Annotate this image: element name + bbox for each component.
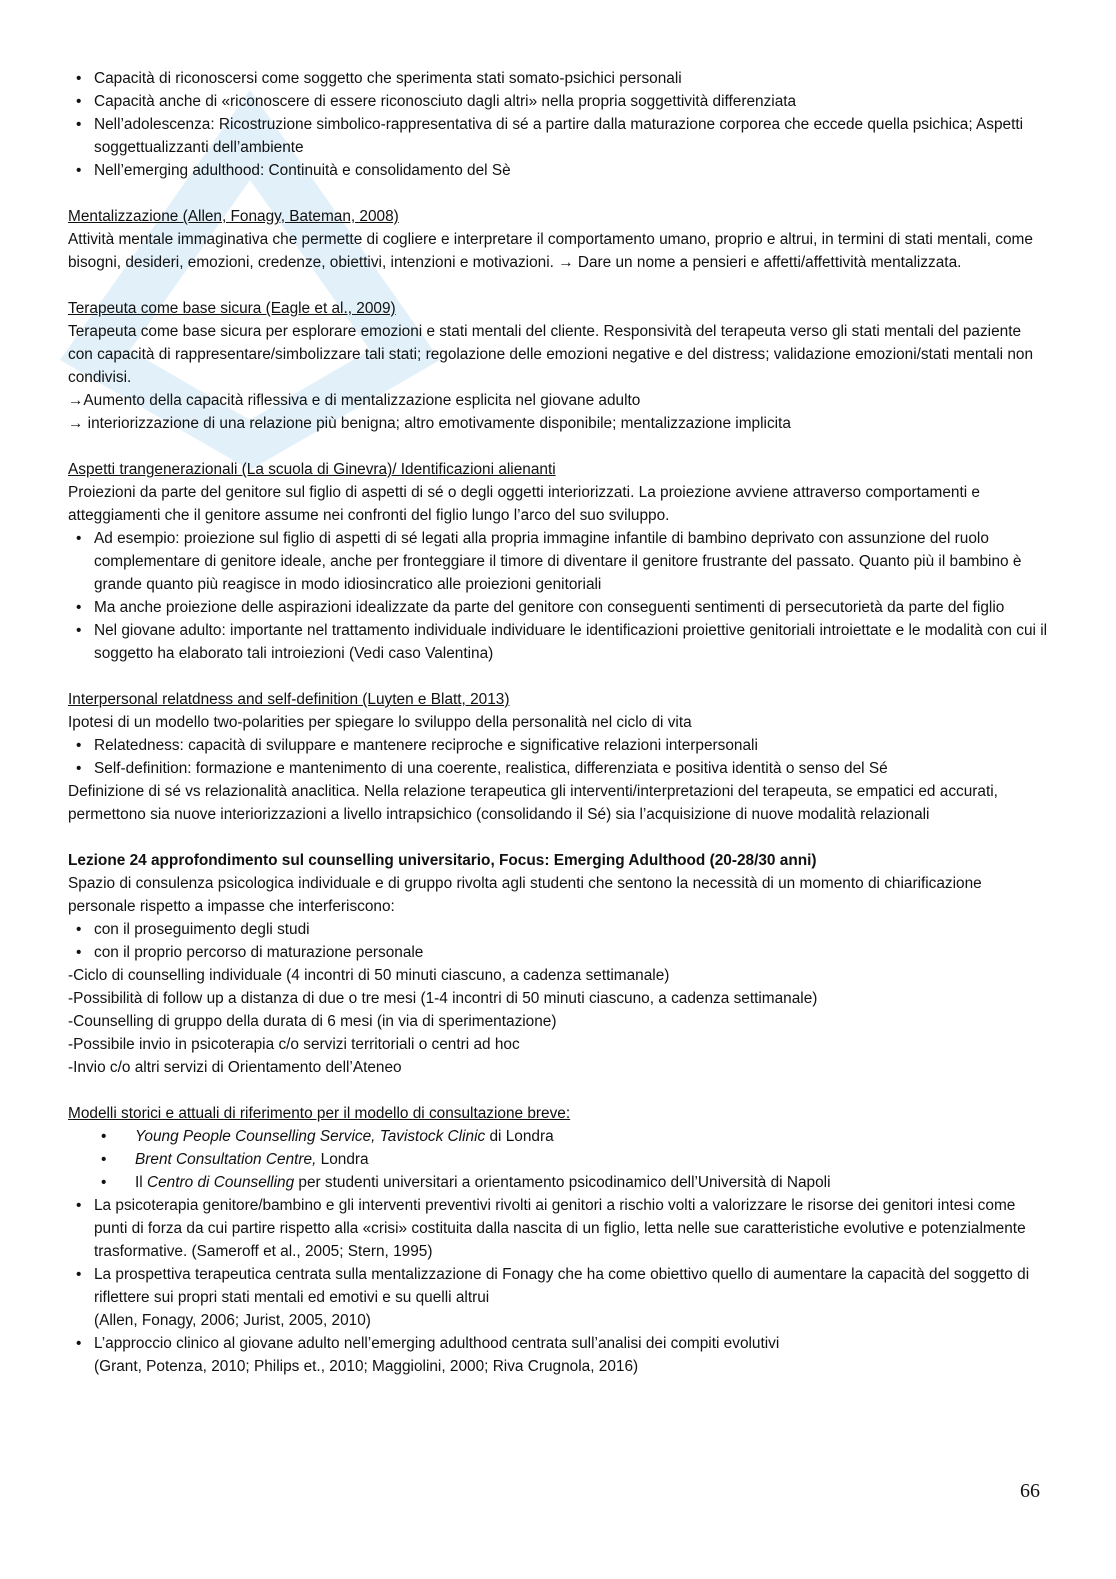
paragraph: Definizione di sé vs relazionalità anaclitica. Nella relazione terapeutica gli interventi/interpretazioni del terapeuta, se empatici ed accurati, permettono sia nuove interiorizzazioni a livello intrapsichico (consolidando il Sé) sia l’acquisizione di nuove modalità relazionali bbox=[68, 783, 998, 823]
list-item: • Ma anche proiezione delle aspirazioni idealizzate da parte del genitore con conseguenti sentimenti di persecutorietà da parte del figlio bbox=[68, 596, 1048, 619]
reference: (Allen, Fonagy, 2006; Jurist, 2005, 2010) bbox=[94, 1312, 371, 1329]
list-item: • Self-definition: formazione e mantenimento di una coerente, realistica, differenziata e positiva identità o senso del Sé bbox=[68, 757, 1048, 780]
aspetti-bullet-list bbox=[68, 527, 1048, 665]
list-item: • Ad esempio: proiezione sul figlio di aspetti di sé legati alla propria immagine infantile di bambino deprivato con assunzione del ruolo complementare di genitore ideale, anche per fronteggiare il timore di diventare il genitore frustrante del passato. Quanto più il bambino è grande quanto più reagisce in modo idiosincratico alle proiezioni genitoriali bbox=[68, 527, 1048, 596]
list-item: • Relatedness: capacità di sviluppare e mantenere reciproche e significative relazioni interpersonali bbox=[68, 734, 1048, 757]
list-item bbox=[68, 1263, 1048, 1332]
dash-line: -Ciclo di counselling individuale (4 incontri di 50 minuti ciascuno, a cadenza settimanale) bbox=[68, 967, 670, 984]
paragraph: Attività mentale immaginativa che permette di cogliere e interpretare il comportamento umano, proprio e altrui, in termini di stati mentali, come bisogni, desideri, emozioni, credenze, obiettivi, intenzioni e motivazioni. → Dare un nome a pensieri e affetti/affettività mentalizzata. bbox=[68, 231, 1033, 271]
list-item: • con il proprio percorso di maturazione personale bbox=[68, 941, 1048, 964]
modelli-sub-list bbox=[68, 1125, 1048, 1194]
list-item bbox=[68, 1148, 1048, 1171]
paragraph: Terapeuta come base sicura per esplorare emozioni e stati mentali del cliente. Responsività del terapeuta verso gli stati mentali del paziente con capacità di rappresentare/simbolizzare tali stati; regolazione delle emozioni negative e del distress; validazione emozioni/stati mentali non condivisi. bbox=[68, 323, 1034, 386]
italic-text: Brent Consultation Centre, bbox=[135, 1151, 317, 1168]
list-item: • Capacità anche di «riconoscere di essere riconosciuto dagli altri» nella propria soggettività differenziata bbox=[68, 90, 1048, 113]
section-heading-aspetti: Aspetti trangenerazionali (La scuola di Ginevra)/ Identificazioni alienanti bbox=[68, 461, 556, 478]
list-item: • Capacità di riconoscersi come soggetto che sperimenta stati somato-psichici personali bbox=[68, 67, 1048, 90]
dash-line: -Invio c/o altri servizi di Orientamento dell’Ateneo bbox=[68, 1059, 402, 1076]
list-item: • Nell’emerging adulthood: Continuità e consolidamento del Sè bbox=[68, 159, 1048, 182]
page-number: 66 bbox=[1020, 1480, 1040, 1502]
text: di Londra bbox=[485, 1128, 554, 1145]
text: per studenti universitari a orientamento psicodinamico dell’Università di Napoli bbox=[294, 1174, 831, 1191]
document-page bbox=[68, 67, 1048, 1378]
section-heading-interpersonal: Interpersonal relatdness and self-definition (Luyten e Blatt, 2013) bbox=[68, 691, 510, 708]
italic-text: Centro di Counselling bbox=[146, 1174, 295, 1191]
paragraph: Proiezioni da parte del genitore sul figlio di aspetti di sé o degli oggetti interiorizzati. La proiezione avviene attraverso comportamenti e atteggiamenti che il genitore assume nei confronti del figlio lungo l’arco del suo sviluppo. bbox=[68, 484, 980, 524]
list-item bbox=[68, 1171, 1048, 1194]
arrow-line: → interiorizzazione di una relazione più benigna; altro emotivamente disponibile; mentalizzazione implicita bbox=[68, 415, 791, 432]
section-heading-lezione: Lezione 24 approfondimento sul counselling universitario, Focus: Emerging Adulthood (20-28/30 anni) bbox=[68, 852, 817, 869]
paragraph: Spazio di consulenza psicologica individuale e di gruppo rivolta agli studenti che sentono la necessità di un momento di chiarificazione personale rispetto a impasse che interferiscono: bbox=[68, 875, 982, 915]
arrow-line: →Aumento della capacità riflessiva e di mentalizzazione esplicita nel giovane adulto bbox=[68, 392, 641, 409]
section-heading-modelli: Modelli storici e attuali di riferimento per il modello di consultazione breve: bbox=[68, 1105, 571, 1122]
interpersonal-bullet-list bbox=[68, 734, 1048, 780]
section-heading-terapeuta: Terapeuta come base sicura (Eagle et al., 2009) bbox=[68, 300, 396, 317]
list-item: • con il proseguimento degli studi bbox=[68, 918, 1048, 941]
dash-line: -Possibilità di follow up a distanza di due o tre mesi (1-4 incontri di 50 minuti ciascuno, a cadenza settimanale) bbox=[68, 990, 818, 1007]
paragraph: Ipotesi di un modello two-polarities per spiegare lo sviluppo della personalità nel ciclo di vita bbox=[68, 714, 692, 731]
italic-text: Young People Counselling Service, Tavistock Clinic bbox=[135, 1128, 486, 1145]
modelli-bullet-list bbox=[68, 1194, 1048, 1378]
intro-bullet-list bbox=[68, 67, 1048, 182]
dash-line: -Possibile invio in psicoterapia c/o servizi territoriali o centri ad hoc bbox=[68, 1036, 520, 1053]
list-item: • Nel giovane adulto: importante nel trattamento individuale individuare le identificazioni proiettive genitoriali introiettate e le modalità con cui il soggetto ha elaborato tali introiezioni (Vedi caso Valentina) bbox=[68, 619, 1048, 665]
list-item bbox=[68, 1125, 1048, 1148]
list-item: • La psicoterapia genitore/bambino e gli interventi preventivi rivolti ai genitori a rischio volti a valorizzare le risorse dei genitori intesi come punti di forza da cui partire rispetto alla «crisi» costituita dalla nascita di un figlio, letta nelle sue caratteristiche evolutive e potenzialmente trasformative. (Sameroff et al., 2005; Stern, 1995) bbox=[68, 1194, 1048, 1263]
dash-line: -Counselling di gruppo della durata di 6 mesi (in via di sperimentazione) bbox=[68, 1013, 557, 1030]
text: L’approccio clinico al giovane adulto nell’emerging adulthood centrata sull’analisi dei compiti evolutivi bbox=[94, 1335, 780, 1352]
text: La prospettiva terapeutica centrata sulla mentalizzazione di Fonagy che ha come obiettivo quello di aumentare la capacità del soggetto di riflettere sui propri stati mentali ed emotivi e su quelli altrui bbox=[94, 1266, 1030, 1306]
section-heading-mentalizzazione: Mentalizzazione (Allen, Fonagy, Bateman, 2008) bbox=[68, 208, 399, 225]
text: Il bbox=[135, 1174, 147, 1191]
lezione-bullet-list bbox=[68, 918, 1048, 964]
reference: (Grant, Potenza, 2010; Philips et., 2010; Maggiolini, 2000; Riva Crugnola, 2016) bbox=[94, 1358, 639, 1375]
list-item: • Nell’adolescenza: Ricostruzione simbolico-rappresentativa di sé a partire dalla maturazione corporea che eccede quella psichica; Aspetti soggettualizzanti dell’ambiente bbox=[68, 113, 1048, 159]
text: Londra bbox=[316, 1151, 369, 1168]
list-item bbox=[68, 1332, 1048, 1378]
